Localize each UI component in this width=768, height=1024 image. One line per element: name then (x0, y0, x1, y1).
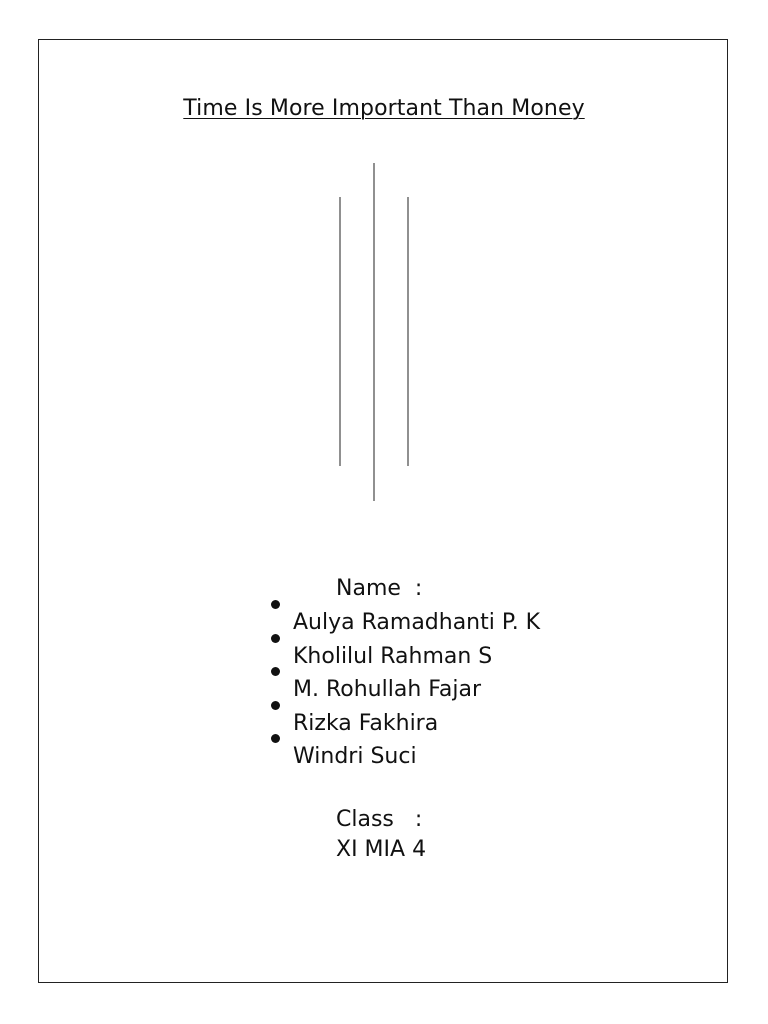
member-name: Windri Suci (293, 744, 417, 769)
member-name: M. Rohullah Fajar (293, 677, 482, 702)
list-item (293, 673, 540, 707)
class-value: XI MIA 4 (336, 837, 427, 862)
document-page (38, 39, 728, 983)
class-label: Class : (336, 807, 423, 832)
member-name: Aulya Ramadhanti P. K (293, 610, 541, 635)
list-item (293, 606, 540, 640)
document-title: Time Is More Important Than Money (183, 96, 585, 121)
name-label: Name : (336, 576, 423, 601)
member-list (293, 606, 540, 774)
list-item (293, 707, 540, 741)
list-item (293, 640, 540, 674)
member-name: Rizka Fakhira (293, 710, 439, 736)
member-name: Kholilul Rahman S (293, 643, 493, 669)
list-item (293, 740, 540, 774)
